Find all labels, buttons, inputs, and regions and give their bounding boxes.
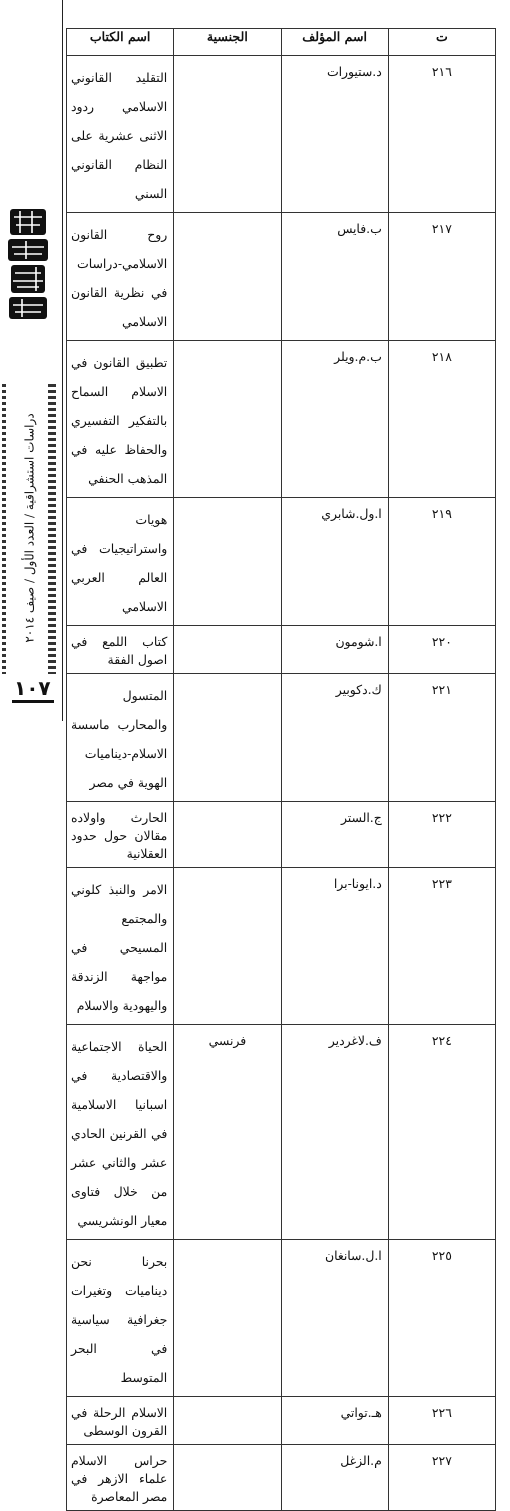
row-num: ٢٢٦	[388, 1397, 495, 1445]
row-author: ف.لاغردير	[281, 1025, 388, 1240]
table-row	[67, 1445, 496, 1511]
page-number: ١٠٧	[14, 676, 51, 700]
table-row	[67, 868, 496, 1025]
header-author: اسم المؤلف	[281, 29, 388, 56]
row-author: ب.م.ويلر	[281, 341, 388, 498]
table-row	[67, 56, 496, 213]
table-row	[67, 1025, 496, 1240]
row-author: د.ايونا-برا	[281, 868, 388, 1025]
table-row	[67, 1397, 496, 1445]
row-title: كتاب اللمع في اصول الفقة	[67, 626, 174, 674]
row-title: الحارث واولاده مقالان حول حدود العقلانية	[67, 802, 174, 868]
row-num: ٢٢٥	[388, 1240, 495, 1397]
row-nationality	[174, 341, 281, 498]
row-num: ٢٢٤	[388, 1025, 495, 1240]
row-num: ٢١٦	[388, 56, 495, 213]
margin-rule	[62, 0, 63, 721]
row-num: ٢٢٧	[388, 1445, 495, 1511]
row-nationality	[174, 1397, 281, 1445]
row-nationality	[174, 674, 281, 802]
row-title: روح القانون الاسلامي-دراسات في نظرية القانون الاسلامي	[67, 213, 174, 341]
row-nationality	[174, 56, 281, 213]
journal-logo-icon	[6, 205, 50, 323]
table-row	[67, 341, 496, 498]
row-author: م.الزغل	[281, 1445, 388, 1511]
row-nationality: فرنسي	[174, 1025, 281, 1240]
row-title: تطبيق القانون في الاسلام السماح بالتفكير التفسيري والحفاظ عليه في المذهب الحنفي	[67, 341, 174, 498]
page-number-underline	[12, 700, 54, 703]
row-author: ا.شومون	[281, 626, 388, 674]
row-author: ك.دكوبير	[281, 674, 388, 802]
row-title: التقليد القانوني الاسلامي ردود الاثنى عشرية على النظام القانوني السني	[67, 56, 174, 213]
table-row	[67, 498, 496, 626]
row-author: ب.فايس	[281, 213, 388, 341]
row-num: ٢٢٠	[388, 626, 495, 674]
row-author: ا.ول.شابري	[281, 498, 388, 626]
row-num: ٢١٨	[388, 341, 495, 498]
row-nationality	[174, 1445, 281, 1511]
table-row	[67, 674, 496, 802]
row-nationality	[174, 626, 281, 674]
row-num: ٢٢٢	[388, 802, 495, 868]
table-row	[67, 802, 496, 868]
table-row	[67, 213, 496, 341]
row-nationality	[174, 1240, 281, 1397]
row-num: ٢١٧	[388, 213, 495, 341]
row-nationality	[174, 802, 281, 868]
table-row	[67, 1240, 496, 1397]
row-nationality	[174, 498, 281, 626]
row-author: د.ستيورات	[281, 56, 388, 213]
row-author: ج.الستر	[281, 802, 388, 868]
books-table	[66, 28, 496, 1511]
header-nationality: الجنسية	[174, 29, 281, 56]
row-author: ا.ل.سانغان	[281, 1240, 388, 1397]
row-title: الحياة الاجتماعية والاقتصادية في اسبانيا الاسلامية في القرنين الحادي عشر والثاني عشر من خلال فتاوى معيار الونشريسي	[67, 1025, 174, 1240]
row-num: ٢٢٣	[388, 868, 495, 1025]
row-title: بحرنا نحن ديناميات وتغيرات جغرافية سياسية في البحر المتوسط	[67, 1240, 174, 1397]
row-num: ٢٢١	[388, 674, 495, 802]
row-nationality	[174, 213, 281, 341]
row-title: حراس الاسلام علماء الازهر في مصر المعاصرة	[67, 1445, 174, 1511]
row-nationality	[174, 868, 281, 1025]
row-author: هـ.تواتي	[281, 1397, 388, 1445]
row-title: الاسلام الرحلة في القرون الوسطى	[67, 1397, 174, 1445]
table-row	[67, 626, 496, 674]
header-title: اسم الكتاب	[67, 29, 174, 56]
journal-vertical-title: دراسات استشراقية / العدد الأول / صيف ٢٠١٤	[23, 413, 38, 643]
row-title: هويات واستراتيجيات في العالم العربي الاسلامي	[67, 498, 174, 626]
row-num: ٢١٩	[388, 498, 495, 626]
header-num: ت	[388, 29, 495, 56]
row-title: المتسول والمحارب ماسسة الاسلام-ديناميات الهوية في مصر	[67, 674, 174, 802]
row-title: الامر والنبذ كلوني والمجتمع المسيحي في مواجهة الزندقة واليهودية والاسلام	[67, 868, 174, 1025]
table-header-row	[67, 29, 496, 56]
